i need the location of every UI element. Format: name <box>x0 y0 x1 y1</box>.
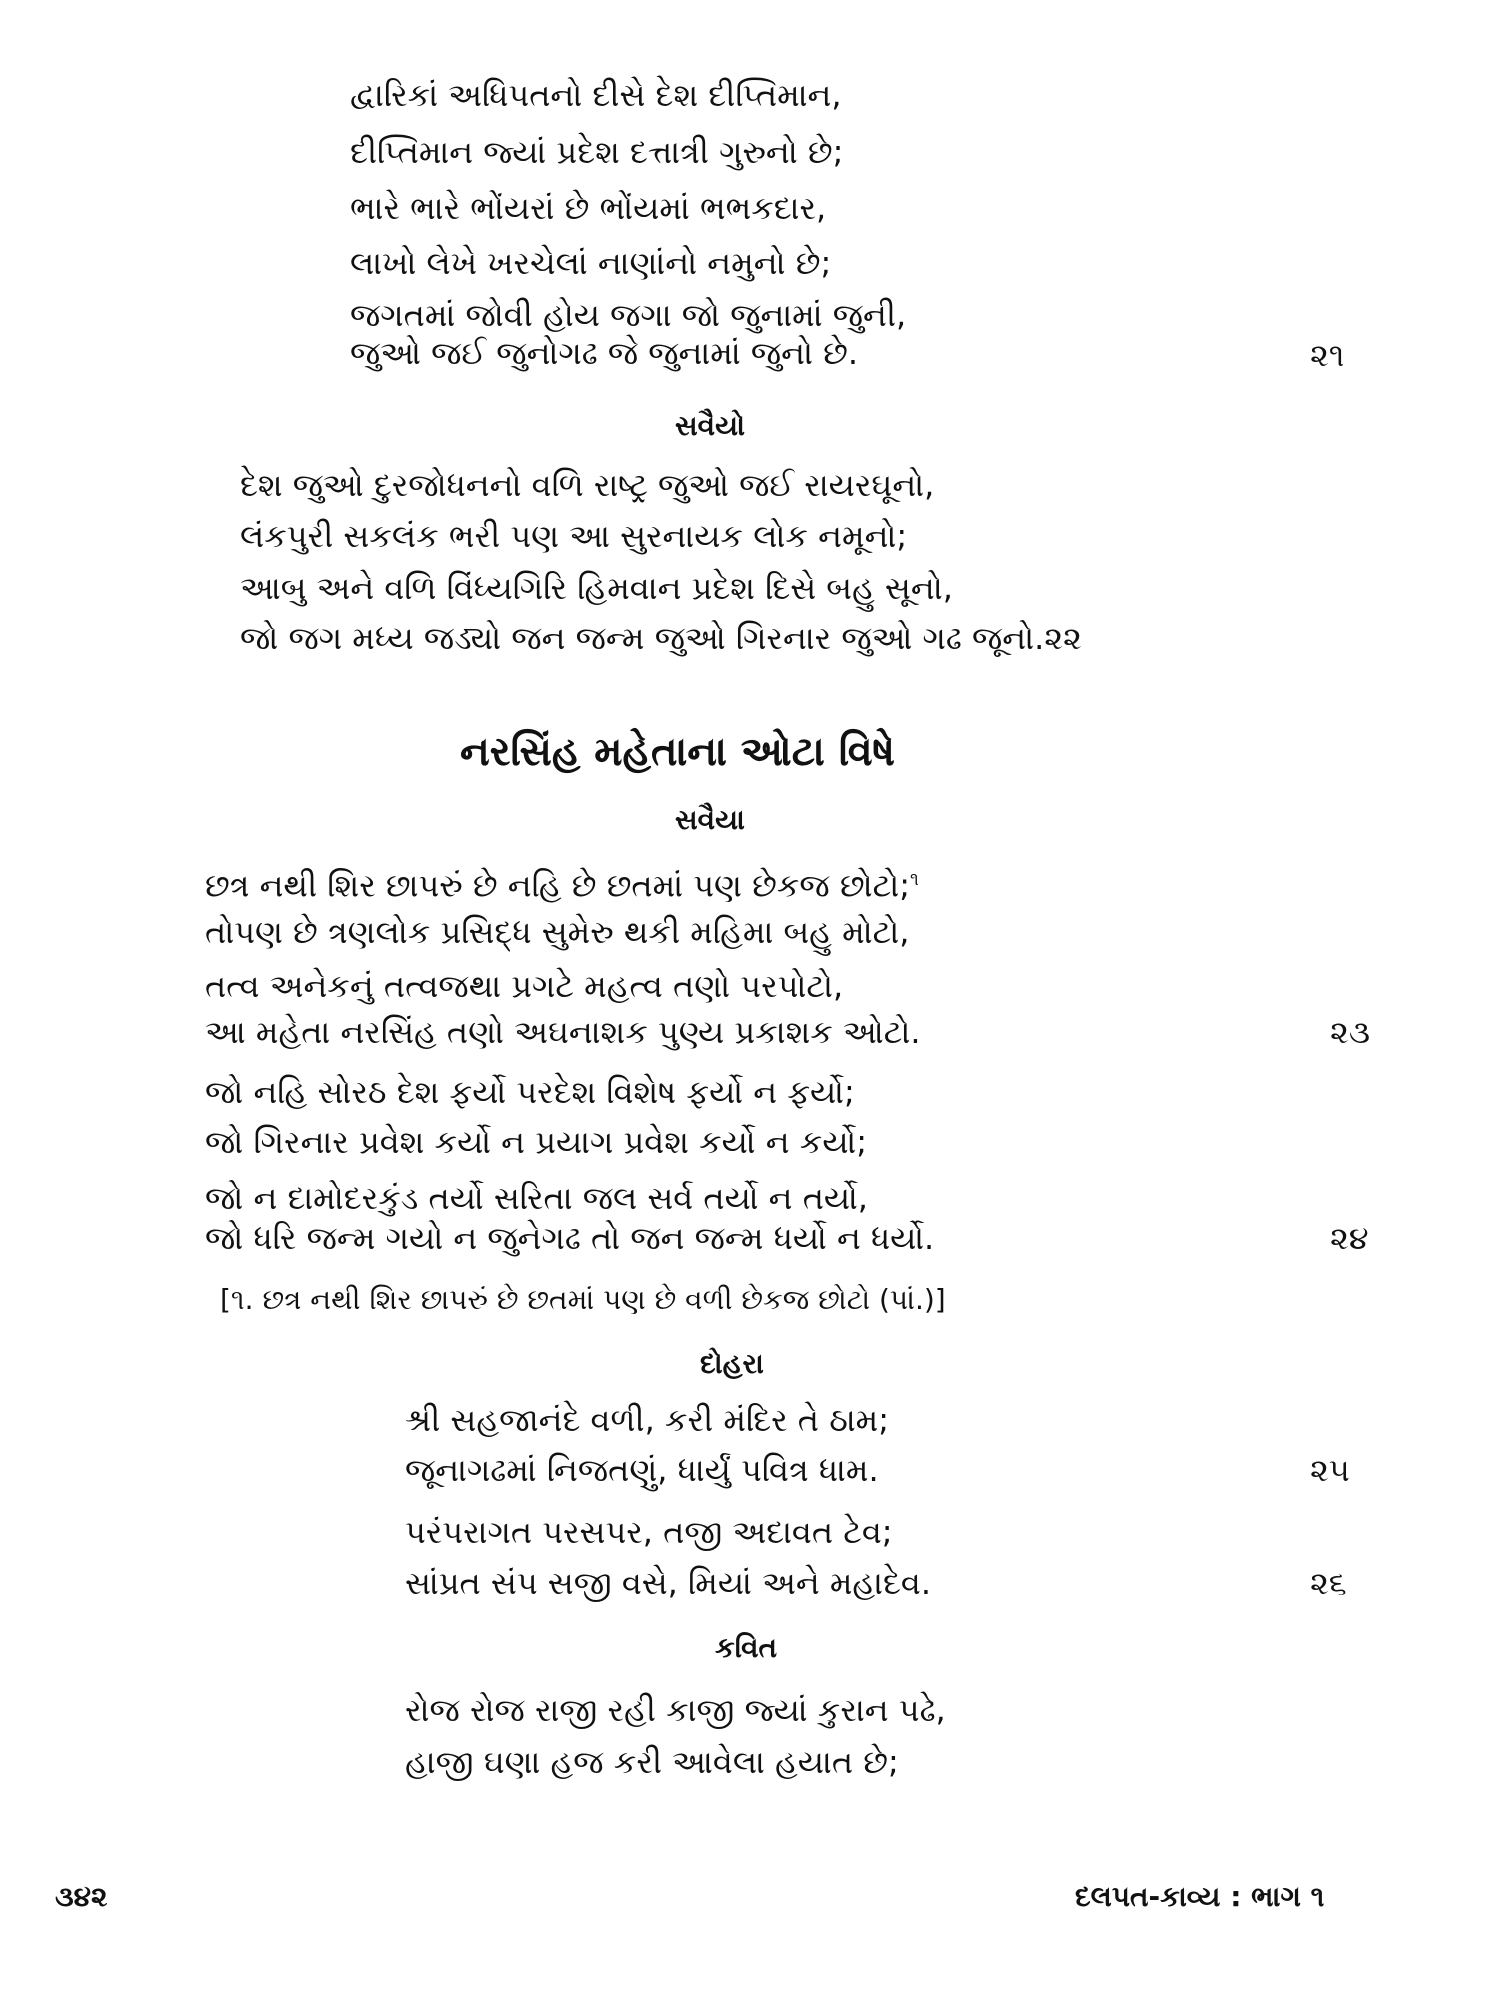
doha-25-line-1: શ્રી સહજાનંદે વળી, કરી મંદિર તે ઠામ; <box>405 1401 890 1439</box>
doha-25-number: ૨૫ <box>1310 1451 1350 1489</box>
stanza-24-line-4: જો ધરિ જન્મ ગયો ન જુનેગઢ તો જન જન્મ ધર્યો ન ધર્યો. <box>205 1219 935 1257</box>
stanza-24-line-3: જો ન દામોદરકુંડ તર્યો સરિતા જલ સર્વ તર્યો ન તર્યો, <box>205 1179 868 1217</box>
stanza-23-line-3: તત્વ અનેકનું તત્વજથા પ્રગટે મહત્વ તણો પરપોટો, <box>205 967 844 1005</box>
stanza-22-line-3: આબુ અને વળિ વિંધ્યગિરિ હિમવાન પ્રદેશ દિસે બહુ સૂનો, <box>240 569 953 607</box>
stanza-23-line-1 <box>205 860 919 906</box>
stanza-24-number: ૨૪ <box>1330 1219 1369 1257</box>
kavit-line-2: હાજી ઘણા હજ કરી આવેલા હયાત છે; <box>405 1743 899 1781</box>
stanza-23-line-4: આ મહેતા નરસિંહ તણો અઘનાશક પુણ્ય પ્રકાશક ઓટો. <box>205 1013 921 1051</box>
kavit-line-1: રોજ રોજ રાજી રહી કાજી જ્યાં કુરાન પઢે, <box>405 1691 946 1729</box>
stanza-22-line-2: લંકપુરી સકલંક ભરી પણ આ સુરનાયક લોક નમૂનો; <box>240 517 908 555</box>
book-title: દલપત-કાવ્ય : ભાગ ૧ <box>1075 1880 1325 1913</box>
doha-26-line-2: સાંપ્રત સંપ સજી વસે, મિયાં અને મહાદેવ. <box>405 1564 932 1602</box>
heading-doharaa: દોહરા <box>700 1347 764 1380</box>
stanza-21-line-4: લાખો લેખે ખરચેલાં નાણાંનો નમુનો છે; <box>350 244 832 282</box>
stanza-23-number: ૨૩ <box>1330 1013 1371 1051</box>
heading-kavit: કવિત <box>715 1631 778 1664</box>
stanza-21-line-3: ભારે ભારે ભોંયરાં છે ભોંયમાં ભભકદાર, <box>350 189 827 227</box>
footnote-marker: ૧ <box>910 869 919 890</box>
doha-26-number: ૨૬ <box>1310 1564 1347 1602</box>
stanza-24-line-1: જો નહિ સોરઠ દેશ ફર્યો પરદેશ વિશેષ ફર્યો ન ફર્યો; <box>205 1073 855 1111</box>
stanza-21-number: ૨૧ <box>1310 336 1345 374</box>
stanza-22-line-4: જો જગ મધ્ય જડ્યો જન જન્મ જુઓ ગિરનાર જુઓ ગઢ જૂનો.૨૨ <box>240 619 1082 657</box>
stanza-23-line-2: તોપણ છે ત્રણલોક પ્રસિદ્ધ સુમેરુ થકી મહિમા બહુ મોટો, <box>205 913 910 951</box>
doha-25-line-2: જૂનાગઢમાં નિજતણું, ધાર્યું પવિત્ર ધામ. <box>405 1451 879 1489</box>
section-title: નરસિંહ મહેતાના ઓટા વિષે <box>460 729 896 775</box>
stanza-22-line-1: દેશ જુઓ દુરજોધનનો વળિ રાષ્ટ્ર જુઓ જઈ રાયરઘૂનો, <box>240 466 935 504</box>
stanza-21-line-2: દીપ્તિમાન જ્યાં પ્રદેશ દત્તાત્રી ગુરુનો છે; <box>350 133 844 171</box>
stanza-24-line-2: જો ગિરનાર પ્રવેશ કર્યો ન પ્રયાગ પ્રવેશ કર્યો ન કર્યો; <box>205 1123 868 1161</box>
stanza-21-line-5: જગતમાં જોવી હોય જગા જો જુનામાં જુની, <box>350 296 907 334</box>
footnote: [૧. છત્ર નથી શિર છાપરું છે છતમાં પણ છે વળી છેકજ છોટો (પાં.)] <box>220 1283 946 1316</box>
heading-savaiyo: સવૈયો <box>675 409 746 442</box>
page-number: ૩૪૨ <box>55 1880 108 1913</box>
stanza-21-line-1: દ્વારિકાં અધિપતનો દીસે દેશ દીપ્તિમાન, <box>350 76 842 114</box>
doha-26-line-1: પરંપરાગત પરસપર, તજી અદાવત ટેવ; <box>405 1513 893 1551</box>
stanza-23-line-1-text: છત્ર નથી શિર છાપરું છે નહિ છે છતમાં પણ છેકજ છોટો; <box>205 866 911 905</box>
stanza-21-line-6: જુઓ જઈ જુનોગઢ જે જુનામાં જુનો છે. <box>350 334 859 372</box>
heading-savaiya: સવૈયા <box>675 803 745 836</box>
